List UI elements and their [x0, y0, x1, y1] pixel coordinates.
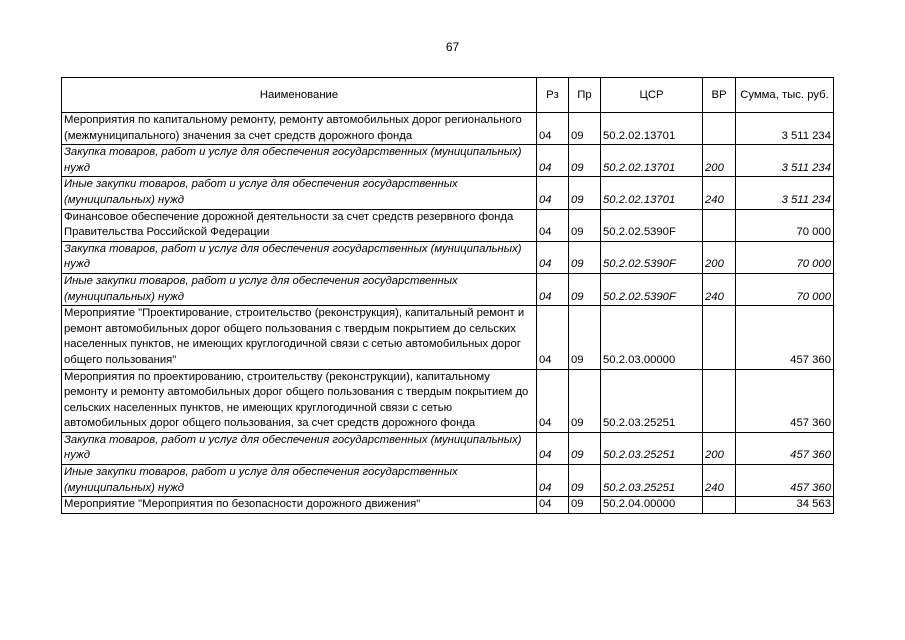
table-row — [62, 241, 834, 273]
cell-csr: 50.2.03.25251 — [601, 465, 703, 497]
cell-vr — [703, 113, 736, 145]
cell-csr: 50.2.03.25251 — [601, 432, 703, 464]
cell-csr: 50.2.02.13701 — [601, 113, 703, 145]
cell-csr: 50.2.04.00000 — [601, 497, 703, 514]
table-row — [62, 113, 834, 145]
cell-sum: 457 360 — [736, 369, 834, 432]
page-number: 67 — [445, 40, 460, 54]
cell-name: Иные закупки товаров, работ и услуг для обеспечения государственных (муниципальных) нужд — [62, 273, 537, 305]
cell-csr: 50.2.02.5390F — [601, 241, 703, 273]
cell-csr: 50.2.03.00000 — [601, 306, 703, 369]
cell-name: Мероприятие "Мероприятия по безопасности дорожного движения" — [62, 497, 537, 514]
cell-rz: 04 — [537, 497, 569, 514]
cell-vr: 200 — [703, 432, 736, 464]
cell-vr: 240 — [703, 273, 736, 305]
header-sum: Сумма, тыс. руб. — [736, 78, 834, 113]
cell-rz: 04 — [537, 306, 569, 369]
table-row — [62, 432, 834, 464]
cell-rz: 04 — [537, 273, 569, 305]
table-row — [62, 465, 834, 497]
table-row — [62, 177, 834, 209]
cell-name: Закупка товаров, работ и услуг для обеспечения государственных (муниципальных) нужд — [62, 145, 537, 177]
cell-sum: 34 563 — [736, 497, 834, 514]
table-row — [62, 369, 834, 432]
cell-pr: 09 — [569, 177, 601, 209]
header-rz: Рз — [537, 78, 569, 113]
cell-rz: 04 — [537, 145, 569, 177]
cell-rz: 04 — [537, 369, 569, 432]
cell-rz: 04 — [537, 241, 569, 273]
header-pr: Пр — [569, 78, 601, 113]
cell-pr: 09 — [569, 241, 601, 273]
cell-sum: 457 360 — [736, 306, 834, 369]
cell-name: Иные закупки товаров, работ и услуг для обеспечения государственных (муниципальных) нужд — [62, 465, 537, 497]
cell-rz: 04 — [537, 465, 569, 497]
cell-pr: 09 — [569, 497, 601, 514]
cell-pr: 09 — [569, 113, 601, 145]
cell-sum: 457 360 — [736, 465, 834, 497]
cell-sum: 3 511 234 — [736, 177, 834, 209]
cell-name: Мероприятие "Проектирование, строительство (реконструкция), капитальный ремонт и ремонт автомобильных дорог общего пользования с твердым покрытием до сельских населенных пунктов, не имеющих круглогодичной связи с сетью автомобильных дорог общего пользования" — [62, 306, 537, 369]
cell-name: Финансовое обеспечение дорожной деятельности за счет средств резервного фонда Правительства Российской Федерации — [62, 209, 537, 241]
cell-sum: 3 511 234 — [736, 145, 834, 177]
cell-pr: 09 — [569, 209, 601, 241]
budget-table — [61, 77, 834, 514]
cell-pr: 09 — [569, 432, 601, 464]
cell-rz: 04 — [537, 209, 569, 241]
table-row — [62, 497, 834, 514]
cell-sum: 457 360 — [736, 432, 834, 464]
header-name: Наименование — [62, 78, 537, 113]
cell-sum: 3 511 234 — [736, 113, 834, 145]
cell-pr: 09 — [569, 465, 601, 497]
cell-csr: 50.2.03.25251 — [601, 369, 703, 432]
cell-vr: 240 — [703, 465, 736, 497]
cell-name: Мероприятия по проектированию, строительству (реконструкции), капитальному ремонту и ремонту автомобильных дорог общего пользования с твердым покрытием до сельских населенных пунктов, не имеющих круглогодичной связи с сетью автомобильных дорог общего пользования, за счет средств дорожного фонда — [62, 369, 537, 432]
cell-vr — [703, 497, 736, 514]
cell-sum: 70 000 — [736, 209, 834, 241]
cell-name: Закупка товаров, работ и услуг для обеспечения государственных (муниципальных) нужд — [62, 241, 537, 273]
cell-vr: 200 — [703, 145, 736, 177]
cell-pr: 09 — [569, 145, 601, 177]
cell-sum: 70 000 — [736, 241, 834, 273]
cell-vr — [703, 369, 736, 432]
cell-csr: 50.2.02.13701 — [601, 177, 703, 209]
cell-pr: 09 — [569, 273, 601, 305]
cell-rz: 04 — [537, 177, 569, 209]
cell-pr: 09 — [569, 306, 601, 369]
table-row — [62, 306, 834, 369]
cell-vr: 200 — [703, 241, 736, 273]
table-row — [62, 273, 834, 305]
cell-csr: 50.2.02.5390F — [601, 209, 703, 241]
cell-name: Иные закупки товаров, работ и услуг для обеспечения государственных (муниципальных) нужд — [62, 177, 537, 209]
cell-rz: 04 — [537, 113, 569, 145]
cell-rz: 04 — [537, 432, 569, 464]
cell-sum: 70 000 — [736, 273, 834, 305]
table-header-row — [62, 78, 834, 113]
cell-name: Мероприятия по капитальному ремонту, ремонту автомобильных дорог регионального (межмуниципального) значения за счет средств дорожного фонда — [62, 113, 537, 145]
header-vr: ВР — [703, 78, 736, 113]
cell-csr: 50.2.02.13701 — [601, 145, 703, 177]
cell-pr: 09 — [569, 369, 601, 432]
cell-name: Закупка товаров, работ и услуг для обеспечения государственных (муниципальных) нужд — [62, 432, 537, 464]
cell-vr: 240 — [703, 177, 736, 209]
header-csr: ЦСР — [601, 78, 703, 113]
cell-vr — [703, 306, 736, 369]
table-row — [62, 209, 834, 241]
table-row — [62, 145, 834, 177]
cell-vr — [703, 209, 736, 241]
cell-csr: 50.2.02.5390F — [601, 273, 703, 305]
